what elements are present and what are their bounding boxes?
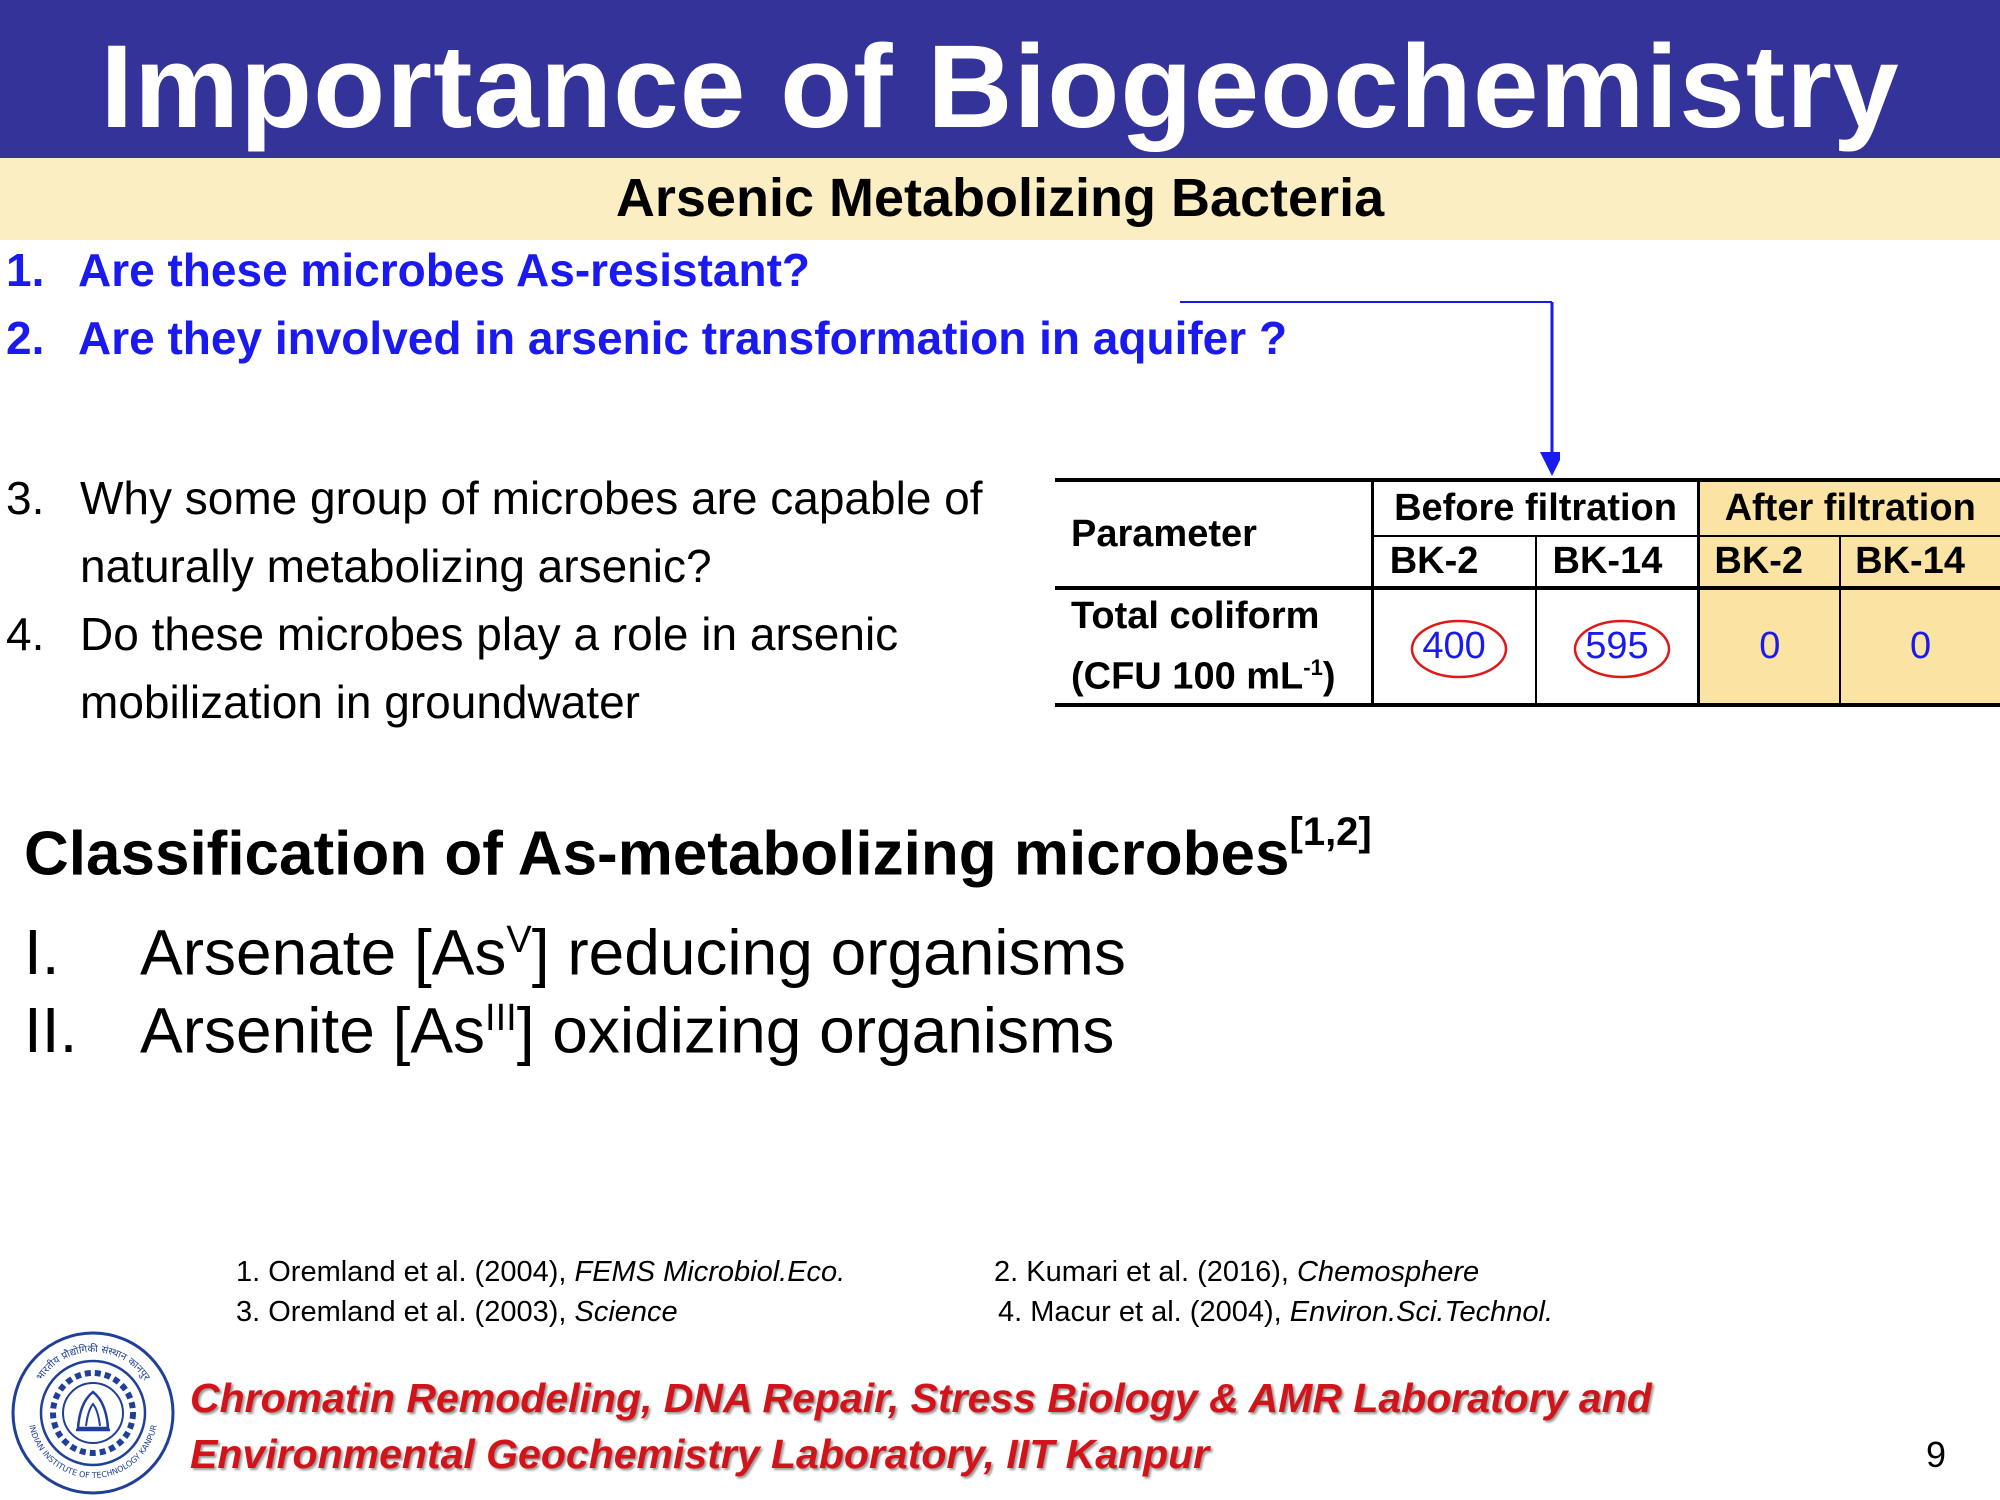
- oxidation-state: III: [485, 997, 517, 1039]
- col-header-bk2: BK-2: [1372, 536, 1535, 588]
- footer-lab-line-1: Chromatin Remodeling, DNA Repair, Stress Biology & AMR Laboratory and: [190, 1375, 1652, 1421]
- value-cell: [1372, 588, 1535, 705]
- row-label-unit-close: ): [1322, 655, 1336, 698]
- value-cell: 0: [1699, 588, 1840, 705]
- value-circled: [1585, 625, 1648, 668]
- slide-title: Importance of Biogeochemistry: [100, 21, 1900, 153]
- question-text: Are these microbes As-resistant?: [78, 244, 811, 296]
- row-label-unit-exponent: -1: [1303, 655, 1323, 680]
- reference-3: [236, 1292, 678, 1332]
- item-text: Arsenate [As: [140, 916, 507, 989]
- value-cell: 0: [1840, 588, 2000, 705]
- reference-journal: Environ.Sci.Technol.: [1289, 1296, 1554, 1328]
- item-text-post: ] reducing organisms: [531, 916, 1126, 989]
- item-text-post: ] oxidizing organisms: [516, 994, 1115, 1067]
- col-header-bk14: BK-14: [1536, 536, 1699, 588]
- reference-text: 4. Macur et al. (2004),: [998, 1296, 1290, 1328]
- classification-heading: [24, 800, 1372, 895]
- value-circled: [1422, 625, 1485, 668]
- question-1: [6, 242, 810, 298]
- reference-journal: Chemosphere: [1297, 1256, 1480, 1288]
- reference-1: [236, 1252, 845, 1292]
- reference-journal: FEMS Microbiol.Eco.: [574, 1256, 846, 1288]
- col-header-bk2: BK-2: [1699, 536, 1840, 588]
- header-after-filtration: After filtration: [1699, 480, 2000, 536]
- slide-subtitle: Arsenic Metabolizing Bacteria: [615, 168, 1385, 228]
- page-number: 9: [1925, 1434, 1946, 1475]
- roman-numeral: II.: [24, 994, 78, 1067]
- question-4: [6, 600, 1046, 736]
- reference-text: 2. Kumari et al. (2016),: [994, 1256, 1298, 1288]
- reference-2: [994, 1252, 1479, 1292]
- value-text: 595: [1585, 624, 1649, 667]
- classification-citation: [1,2]: [1289, 810, 1372, 854]
- value-cell: [1536, 588, 1699, 705]
- filtration-table: [1055, 478, 2000, 707]
- reference-4: [998, 1292, 1553, 1332]
- connector-arrow: [1180, 296, 1560, 482]
- value-text: 400: [1422, 624, 1486, 667]
- question-number: 4.: [6, 608, 45, 660]
- footer-lab-line-2: Environmental Geochemistry Laboratory, IIT Kanpur: [190, 1431, 1210, 1477]
- question-3: [6, 464, 1046, 600]
- question-number: 2.: [6, 312, 45, 364]
- question-number: 3.: [6, 472, 45, 524]
- classification-item-2: [24, 978, 1114, 1070]
- col-header-bk14: BK-14: [1840, 536, 2000, 588]
- reference-journal: Science: [574, 1296, 678, 1328]
- reference-text: 3. Oremland et al. (2003),: [236, 1296, 575, 1328]
- row-label-total-coliform: [1055, 588, 1372, 705]
- row-label-unit: (CFU 100 mL: [1071, 655, 1304, 698]
- svg-text:INDIAN INSTITUTE OF TECHNOLOGY: INDIAN INSTITUTE OF TECHNOLOGY KANPUR: [27, 1423, 159, 1481]
- header-before-filtration: Before filtration: [1372, 480, 1699, 536]
- item-text: Arsenite [As: [140, 994, 486, 1067]
- question-number: 1.: [6, 244, 45, 296]
- question-text: Do these microbes play a role in arsenic mobilization in groundwater: [80, 608, 899, 728]
- header-parameter: Parameter: [1055, 480, 1372, 588]
- oxidation-state: V: [506, 919, 532, 961]
- red-circle-mark: [1408, 617, 1510, 681]
- question-text: Why some group of microbes are capable of naturally metabolizing arsenic?: [80, 472, 983, 592]
- roman-numeral: I.: [24, 916, 60, 989]
- question-2: [6, 310, 1287, 366]
- reference-text: 1. Oremland et al. (2004),: [236, 1256, 575, 1288]
- iit-kanpur-logo: [10, 1330, 176, 1496]
- row-label-line1: Total coliform: [1071, 595, 1320, 637]
- red-circle-mark: [1571, 617, 1673, 681]
- svg-text:भारतीय प्रौद्योगिकी संस्थान का: भारतीय प्रौद्योगिकी संस्थान कानपुर: [34, 1344, 152, 1383]
- questions-list: [6, 464, 1046, 736]
- classification-heading-text: Classification of As-metabolizing microbes: [24, 819, 1290, 889]
- question-text: Are they involved in arsenic transformation in aquifer ?: [78, 312, 1288, 364]
